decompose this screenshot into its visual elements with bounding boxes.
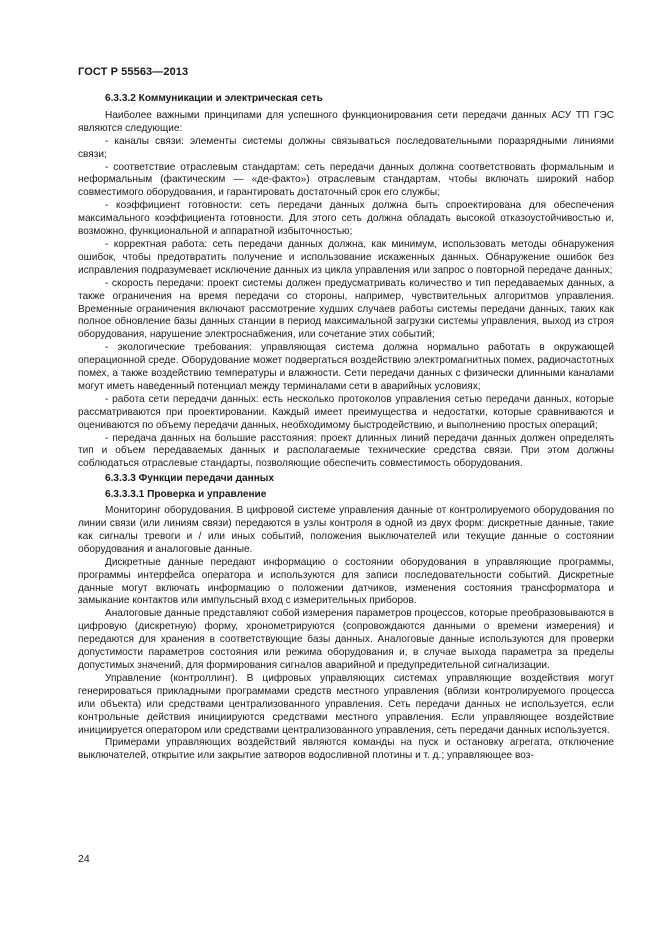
section-heading: 6.3.3.3 Функции передачи данных bbox=[105, 473, 275, 485]
section-heading: 6.3.3.3.1 Проверка и управление bbox=[105, 489, 267, 501]
paragraph: - корректная работа: сеть передачи данных должна, как минимум, использовать методы обнаружения ошибок, чтобы предотвратить получение и использование искаженных данных. Обнаружение ошибок без исправления подразумевает исключение данных из цикла управления или запрос о повторной передаче данных; bbox=[78, 238, 614, 276]
paragraph: - передача данных на большие расстояния: проект длинных линий передачи данных должен определять тип и объем передаваемых данных и располагаемые технические средства связи. При этом должны соблюдаться отраслевые стандарты, позволяющие обеспечить совместимость оборудования. bbox=[78, 432, 614, 470]
paragraph: - работа сети передачи данных: есть несколько протоколов управления сетью передачи данных, которые рассматриваются при проектировании. Каждый имеет преимущества и недостатки, которые сравниваются и оцениваются по объему передачи данных, необходимому быстродействию, и выполнению простых операций; bbox=[78, 393, 614, 431]
paragraph: Примерами управляющих воздействий являются команды на пуск и остановку агрегата, отключение выключателей, открытие или закрытие затворов водосливной плотины и т. д.; управляющее воз- bbox=[78, 737, 614, 762]
paragraph: - соответствие отраслевым стандартам: сеть передачи данных должна соответствовать формальным и неформальным (фактическим — «де-факто») отраслевым стандартам, чтобы включать широкий набор совместимого оборудования, и гарантировать достаточный срок его службы; bbox=[78, 161, 614, 199]
paragraph: Дискретные данные передают информацию о состоянии оборудования в управляющие программы, программы интерфейса оператора и используются для записи последовательности событий. Дискретные данные могут включать информацию о положении датчиков, изменения состояния трансформатора и замыкание контактов или импульсный вход с измерительных приборов. bbox=[78, 556, 614, 607]
paragraph: Аналоговые данные представляют собой измерения параметров процессов, которые преобразовываются в цифровую (дискретную) форму, хронометрируются (сопровождаются данными о времени измерения) и передаются для хранения в соответствующие базы данных. Аналоговые данные используются для проверки допустимости параметров состояния или режима оборудования и, в случае выхода параметра за пределы допустимых значений, для формирования сигналов аварийной и предупредительной сигнализации. bbox=[78, 608, 614, 671]
paragraph: - каналы связи: элементы системы должны связываться последовательными поразрядными линиями связи; bbox=[78, 135, 614, 160]
paragraph: - экологические требования: управляющая система должна нормально работать в окружающей операционной среде. Оборудование может подвергаться воздействию электромагнитных помех, радиочастотных помех, а также воздействию температуры и влажности. Сети передачи данных с физически длинными каналами могут иметь наведенный потенциал между терминалами сети в аварийных условиях; bbox=[78, 342, 614, 392]
section-heading: 6.3.3.2 Коммуникации и электрическая сеть bbox=[105, 93, 323, 104]
paragraph: Наиболее важными принципами для успешного функционирования сети передачи данных АСУ ТП ГЭС являются следующие: bbox=[78, 109, 614, 134]
paragraph: Мониторинг оборудования. В цифровой системе управления данные от контролируемого оборудования по линии связи (или линиям связи) передаются в узлы контроля в одной из двух форм: дискретные данные, такие как сигналы тревоги и / или иных событий, положения выключателей или текущие данные о состоянии оборудования и аналоговые данные. bbox=[78, 505, 614, 555]
paragraph: - скорость передачи: проект системы должен предусматривать количество и тип передаваемых данных, а также ограничения на время передачи со стороны, например, чувствительных алгоритмов управления. Временные ограничения включают рассмотрение худших случаев работы системы передачи данных, таких как полное обновление базы данных станции в период максимальной загрузки системы управления, выход из строя оборудования, нарушение электроснабжения, или сочетание этих событий; bbox=[78, 277, 614, 341]
document-body bbox=[78, 93, 614, 763]
paragraph: Управление (контроллинг). В цифровых управляющих системах управляющие воздействия могут генерироваться прикладными программами средств местного управления (вблизи контролируемого процесса или объекта) или средствами централизованного управления. Сеть передачи данных не используется, если контрольные действия инициируются средствами местного управления. Если управляющее воздействие инициируется оператором или средствами централизованного управления, сеть передачи данных используется. bbox=[78, 672, 614, 736]
paragraph: - коэффициент готовности: сеть передачи данных должна быть спроектирована для обеспечения максимального коэффициента готовности. Для этого сеть должна обладать высокой отказоустойчивостью и, возможно, функциональной и аппаратной избыточностью; bbox=[78, 200, 614, 238]
document-header: ГОСТ Р 55563—2013 bbox=[78, 66, 189, 78]
page-number: 24 bbox=[78, 853, 90, 865]
